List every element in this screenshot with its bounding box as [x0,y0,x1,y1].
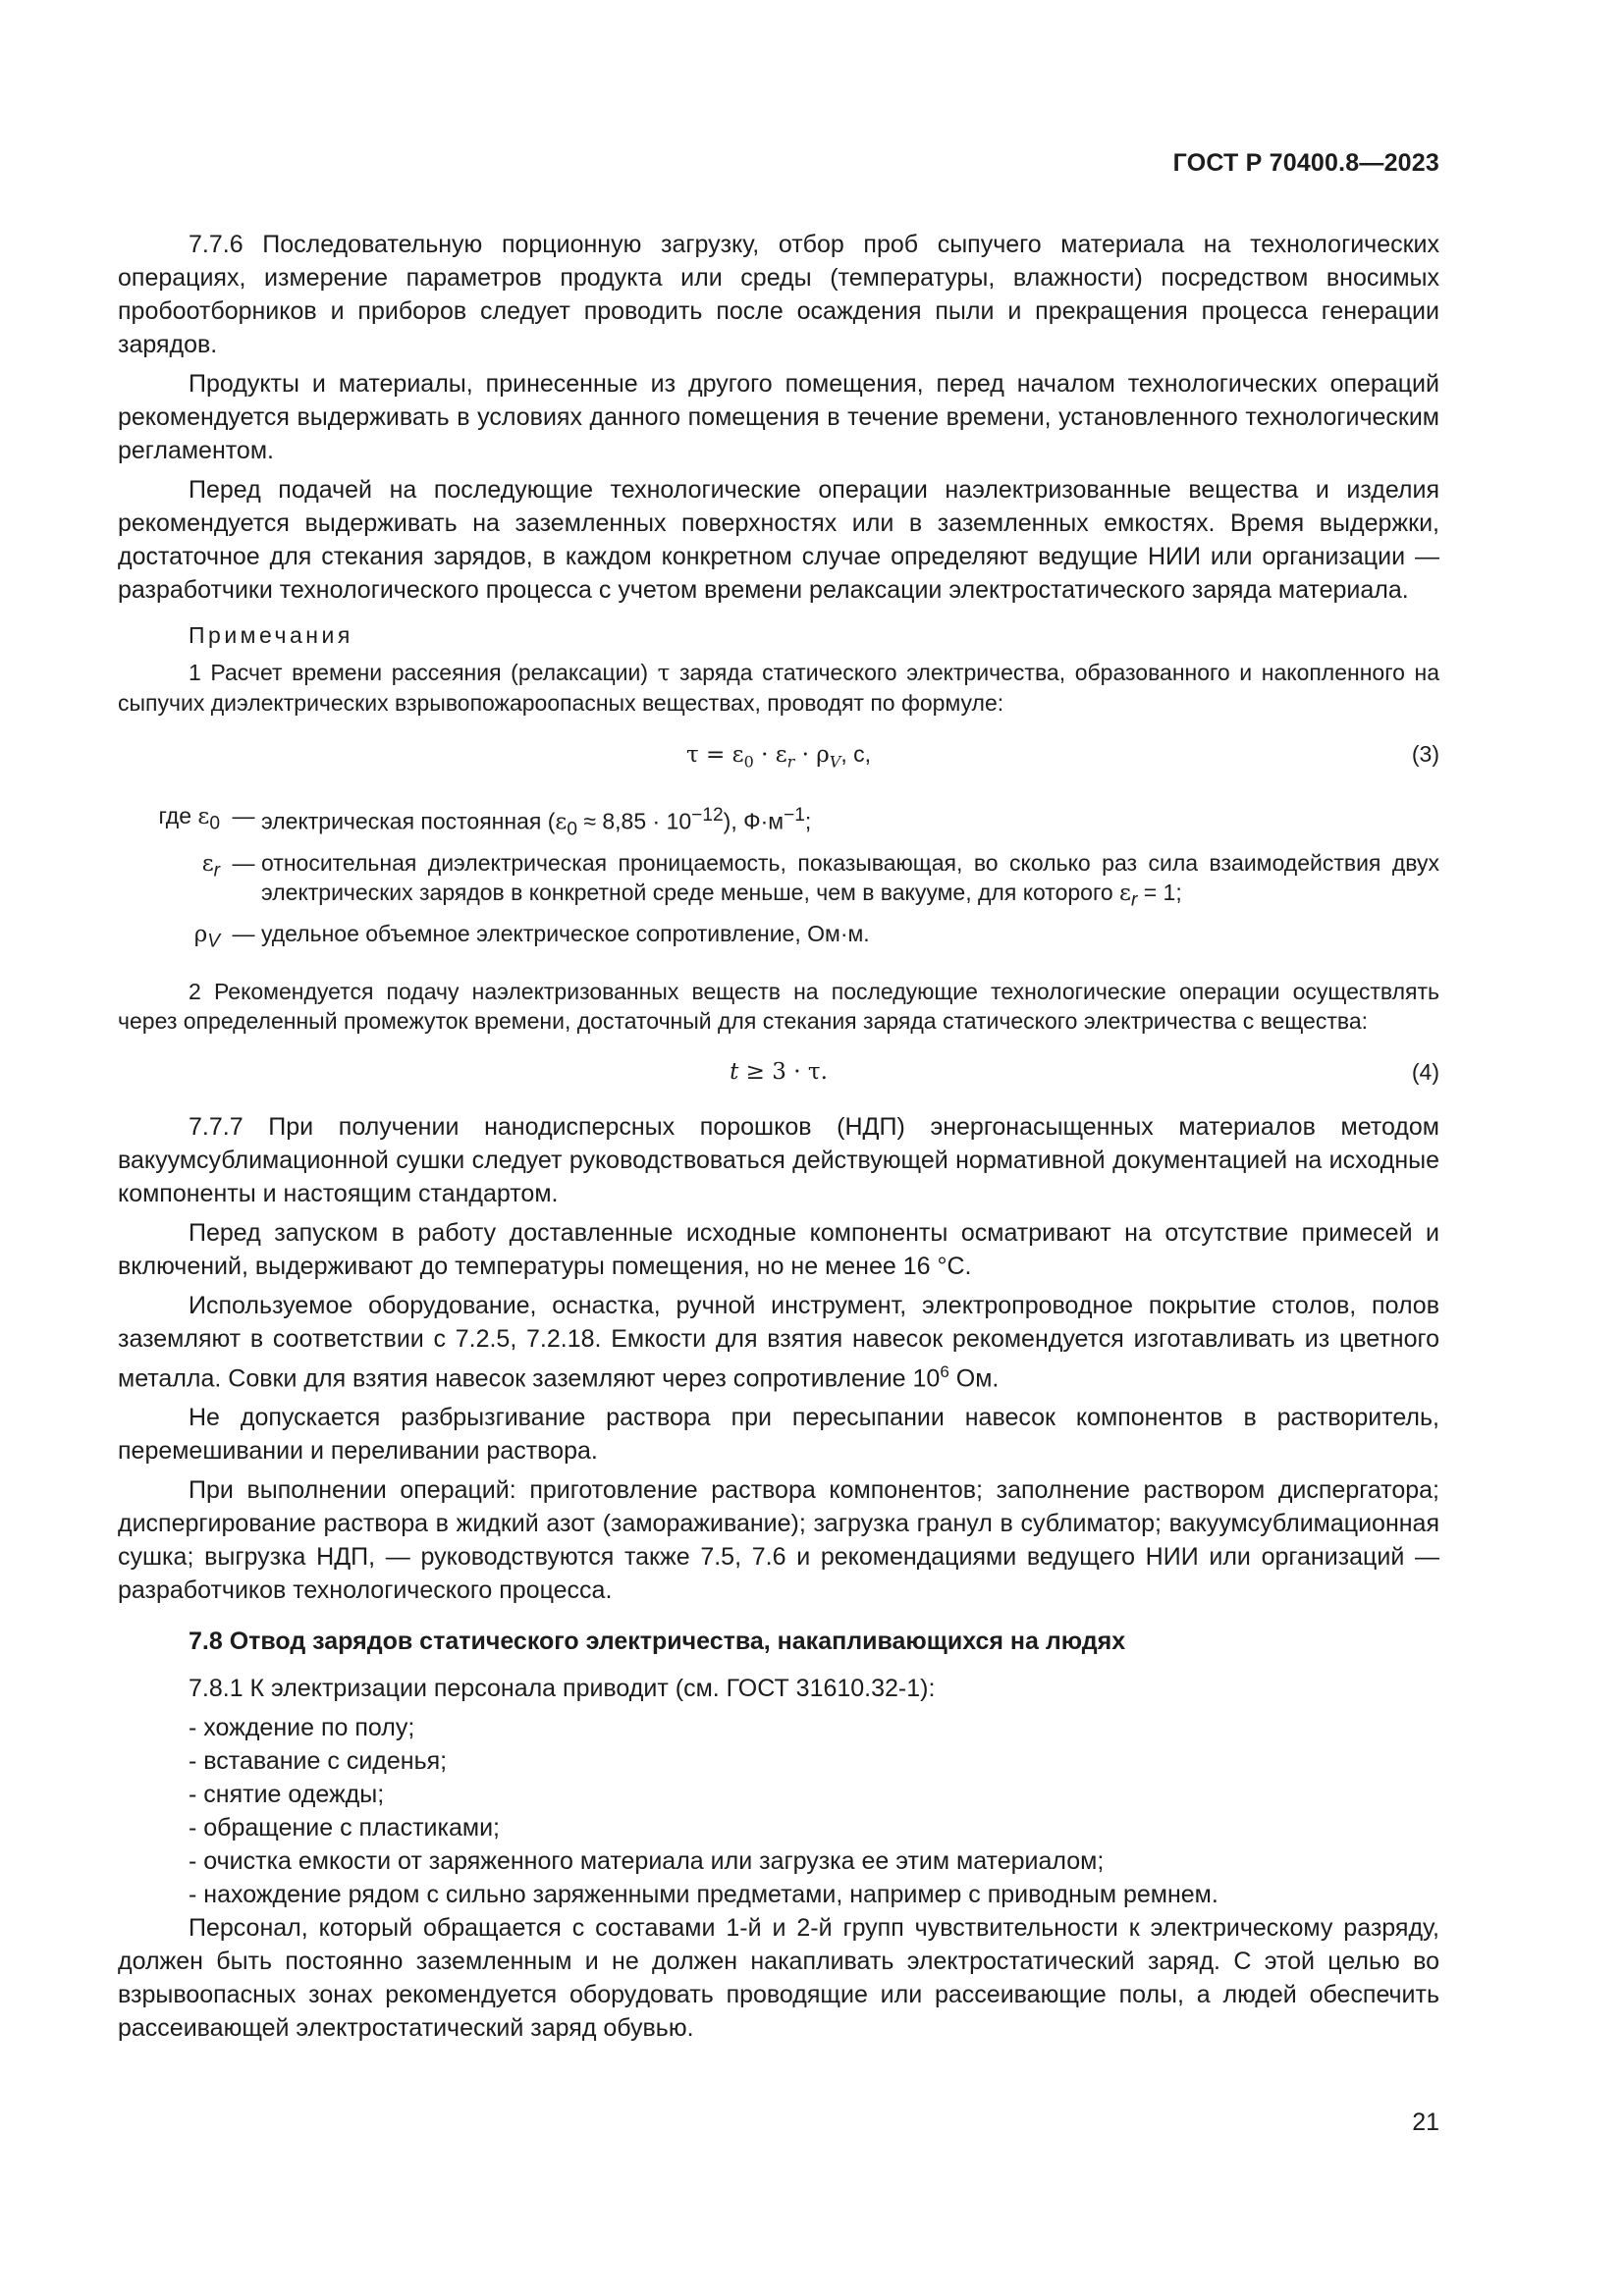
formula-3-tau: τ [686,742,699,768]
formula-4-expression [730,1057,828,1087]
formula-4 [118,1057,1439,1087]
list-item: - вставание с сиденья; [189,1747,448,1776]
variable-text-end: = 1; [1137,879,1182,905]
formula-3-sub0: 0 [743,752,754,772]
variable-symbol [118,919,226,957]
variable-text: электрическая постоянная ( [261,808,556,834]
formula-4-dot: . [820,1059,828,1086]
note-1-text: 1 Расчет времени рассеяния (релаксации) [189,660,658,685]
variable-description [261,848,1439,916]
formula-4-tau: τ [807,1059,821,1086]
formula-3-tail: , с, [840,741,871,767]
paragraph-products: Продукты и материалы, принесенные из другого помещения, перед началом технологических операций рекомендуется выдерживать в условиях данного помещения в течение времени, установленного технологическим регламентом. [118,370,1439,464]
paragraph-splashing: Не допускается разбрызгивание раствора при пересыпании навесок компонентов в растворитель, перемешивании и переливании раствора. [118,1404,1439,1466]
list-item: - снятие одежды; [189,1781,385,1809]
variable-text: относительная диэлектрическая проницаемость, показывающая, во сколько раз сила взаимодействия двух электрических зарядов в конкретной среде меньше, чем в вакууме, для которого [261,849,1439,905]
page-number: 21 [1412,2109,1439,2136]
paragraph-charged-items: Перед подачей на последующие технологические операции наэлектризованные вещества и изделия рекомендуется выдерживать на заземленных поверхностях или в заземленных емкостях. Время выдержки, достаточное для стекания зарядов, в каждом конкретном случае определяют ведущие НИИ или организации — разработчики технологического процесса с учетом времени релаксации электростатического заряда материала. [118,476,1439,604]
variable-text-unit-exp: −1 [784,804,805,826]
paragraph-operations: При выполнении операций: приготовление раствора компонентов; заполнение раствором диспергатора; диспергирование раствора в жидкий азот (замораживание); загрузка гранул в сублиматор; вакуумсублимационная сушка; выгрузка НДП, — руководствуются также 7.5, 7.6 и рекомендациями ведущего НИИ или организаций — разработчиков технологического процесса. [118,1476,1439,1605]
variable-dash: — [232,802,255,828]
variable-row-epsr [118,848,1439,916]
formula-3-subr: r [786,752,795,772]
variable-sub: r [213,860,220,881]
formula-4-number: (4) [1411,1059,1439,1086]
variable-eps: ε [201,850,214,877]
variable-sub: 0 [209,813,220,834]
variable-text-sub: 0 [567,818,577,839]
notes-section [118,620,1439,1087]
variable-symbol [118,848,226,916]
formula-3-rho: ρ [816,742,830,768]
formula-3-expression [686,739,871,777]
variable-row-eps0 [118,801,1439,844]
paragraph-7-7-6: 7.7.6 Последовательную порционную загрузку, отбор проб сыпучего материала на технологических операциях, измерение параметров продукта или среды (температуры, влажности) посредством вносимых пробоотборников и приборов следует проводить после осаждения пыли и прекращения процесса генерации зарядов. [118,231,1439,358]
paragraph-equipment-exp: 6 [940,1362,949,1382]
formula-3-epsr: ε [775,742,787,768]
document-standard-code: ГОСТ Р 70400.8—2023 [1172,149,1439,177]
note-1 [118,658,1439,718]
formula-3 [118,739,1439,777]
list-item: - очистка емкости от заряженного материала или загрузка ее этим материалом; [189,1847,1105,1876]
formula-4-rest: ≥ 3 · [738,1059,808,1086]
list-item: - хождение по полу; [189,1714,415,1742]
variable-eps: ε [197,803,210,829]
variable-text-value: ≈ 8,85 · 10 [576,808,692,834]
notes-heading: Примечания [189,622,353,648]
formula-4-t: t [730,1059,739,1086]
note-1-text-end: заряда статического электричества, образованного и накопленного на сыпучих диэлектрических взрывопожароопасных веществах, проводят по формуле: [118,660,1439,716]
formula-3-number: (3) [1411,741,1439,767]
variable-dash: — [232,921,255,947]
variable-text-eps: ε [1119,880,1131,906]
paragraph-inspection: Перед запуском в работу доставленные исходные компоненты осматривают на отсутствие примесей и включений, выдерживают до температуры помещения, но не менее 16 °С. [118,1219,1439,1281]
paragraph-7-7-7: 7.7.7 При получении нанодисперсных порошков (НДП) энергонасыщенных материалов методом вакуумсублимационной сушки следует руководствоваться действующей нормативной документацией на исходные компоненты и настоящим стандартом. [118,1113,1439,1208]
formula-3-subv: V [829,752,841,772]
paragraph-7-8-1: 7.8.1 К электризации персонала приводит (см. ГОСТ 31610.32-1): [189,1675,936,1703]
paragraph-equipment [118,1289,1439,1395]
list-item: - обращение с пластиками; [189,1814,500,1842]
formula-variables [118,801,1439,957]
where-prefix: где [158,802,198,828]
paragraph-equipment-text: Используемое оборудование, оснастка, ручной инструмент, электропроводное покрытие столов, полов заземляют в соответствии с 7.2.5, 7.2.18. Емкости для взятия навесок рекомендуется изготавливать из цветного металла. Совки для взятия навесок заземляют через сопротивление 10 [118,1292,1439,1393]
note-2: 2 Рекомендуется подачу наэлектризованных веществ на последующие технологические операции осуществлять через определенный промежуток времени, достаточный для стекания заряда статического электричества с вещества: [118,979,1439,1035]
paragraph-personnel: Персонал, который обращается с составами 1-й и 2-й групп чувствительности к электрическому разряду, должен быть постоянно заземленным и не должен накапливать электростатический заряд. С этой целью во взрывоопасных зонах рекомендуется оборудовать проводящие или рассеивающие полы, а людей обеспечить рассеивающей электростатический заряд обувью. [118,1914,1439,2043]
variable-text-sub: r [1130,889,1138,911]
note-1-tau: τ [657,661,671,686]
section-7-8-title: 7.8 Отвод зарядов статического электричества, накапливающихся на людях [189,1628,1126,1656]
paragraph-equipment-tail: Ом. [948,1364,1000,1393]
variable-text-exp: −12 [691,804,724,826]
variable-symbol [118,801,226,844]
formula-3-eq: = [698,742,732,768]
variable-rho: ρ [193,922,208,948]
variable-text-eps: ε [555,809,568,835]
variable-sub: V [207,932,220,953]
formula-3-dot1: · [753,742,776,768]
variable-row-rho [118,919,1439,957]
formula-3-dot2: · [794,742,817,768]
list-item: - нахождение рядом с сильно заряженными предметами, например с приводным ремнем. [189,1881,1218,1909]
electrification-causes-list [189,1711,1439,1911]
variable-text-end: ; [804,808,812,834]
variable-description: удельное объемное электрическое сопротивление, Ом·м. [261,921,870,947]
variable-description [261,801,1439,844]
formula-3-eps0: ε [731,742,744,768]
page-content [118,228,1439,2045]
variable-dash: — [232,849,255,876]
variable-text-unit: ), Ф·м [723,808,785,834]
